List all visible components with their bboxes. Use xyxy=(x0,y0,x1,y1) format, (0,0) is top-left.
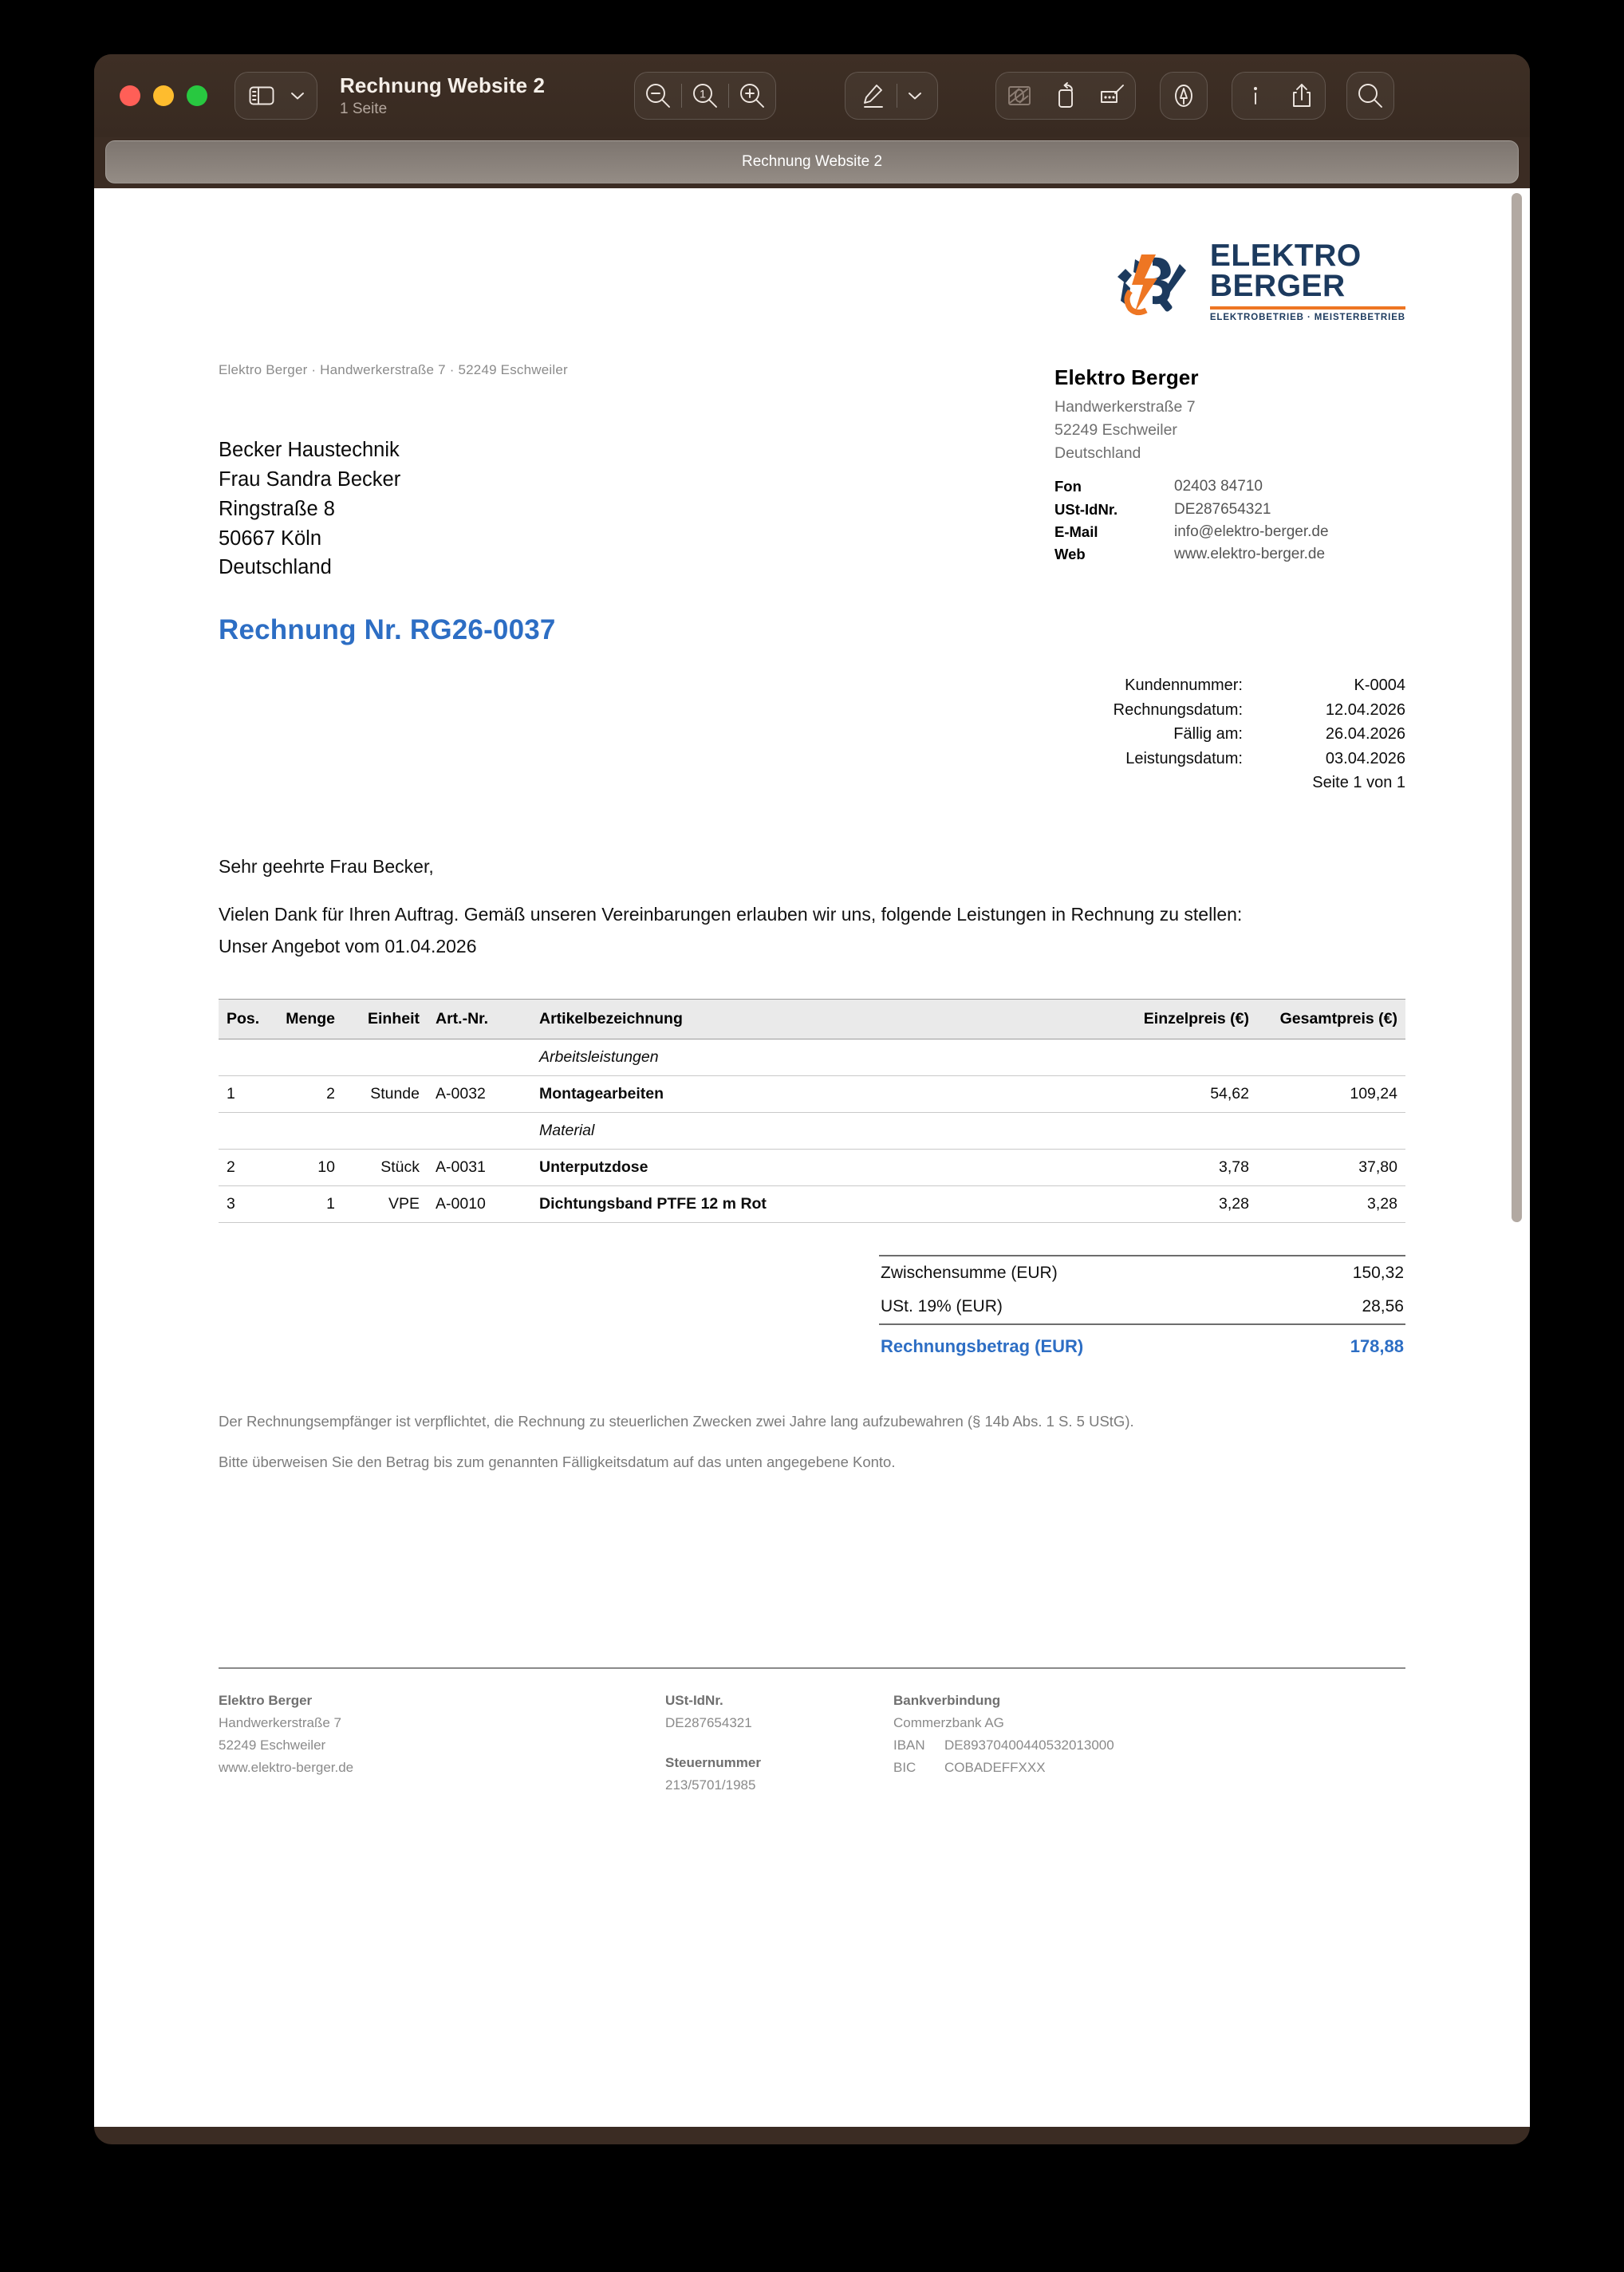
document-titlebar xyxy=(105,140,1519,183)
table-header xyxy=(219,999,1405,1039)
footer-bic-value: COBADEFFXXX xyxy=(944,1760,1046,1776)
contact-label: USt-IdNr. xyxy=(1054,500,1118,518)
footer-bank-head: Bankverbindung xyxy=(893,1692,1001,1708)
vat-value: 28,56 xyxy=(1362,1296,1404,1315)
logo-wordmark xyxy=(1210,241,1405,322)
cell-einzelpreis: 3,28 xyxy=(1093,1185,1249,1222)
table-header-row xyxy=(219,999,1405,1039)
sidebar-toggle-button[interactable] xyxy=(238,73,285,119)
footer-company-street: Handwerkerstraße 7 xyxy=(219,1714,342,1730)
sidebar-toggle-group[interactable] xyxy=(235,72,317,120)
annotate-icon[interactable] xyxy=(1089,73,1135,119)
meta-label: Fällig am: xyxy=(1173,725,1243,744)
note-retention: Der Rechnungsempfänger ist verpflichtet, die Rechnung zu steuerlichen Zwecken zwei Jahre lang aufzubewahren (§ 14b Abs. 1 S. 5 UStG). xyxy=(219,1412,1134,1430)
footer-company-column xyxy=(219,1690,665,1797)
contact-label: Web xyxy=(1054,545,1086,562)
logo-row xyxy=(219,188,1405,322)
cell-einzelpreis: 54,62 xyxy=(1093,1075,1249,1112)
zoom-out-button[interactable] xyxy=(635,73,681,119)
invoice-heading: Rechnung Nr. RG26-0037 xyxy=(219,614,556,646)
contact-value: 02403 84710 xyxy=(1174,478,1263,495)
table-body xyxy=(219,1039,1405,1222)
footer-company-web: www.elektro-berger.de xyxy=(219,1760,354,1776)
markup-group xyxy=(845,72,938,120)
cell-bezeichnung: Dichtungsband PTFE 12 m Rot xyxy=(525,1185,1093,1222)
cell-artnr: A-0031 xyxy=(421,1149,525,1185)
footer-spacer xyxy=(665,1734,893,1752)
table-row xyxy=(219,1075,1405,1112)
footer-ustid-value: DE287654321 xyxy=(665,1714,752,1730)
sender-street: Handwerkerstraße 7 xyxy=(1054,397,1196,416)
address-area xyxy=(219,362,1405,582)
cell-artnr: A-0010 xyxy=(421,1185,525,1222)
cell-einheit: Stunde xyxy=(335,1075,421,1112)
footer-steuernummer-head: Steuernummer xyxy=(665,1754,761,1770)
redact-icon[interactable] xyxy=(996,73,1043,119)
meta-value: K-0004 xyxy=(1354,676,1405,695)
footer-company-name: Elektro Berger xyxy=(219,1692,313,1708)
traffic-lights xyxy=(120,85,207,106)
cell-pos: 3 xyxy=(219,1185,262,1222)
maximize-button[interactable] xyxy=(187,85,207,106)
cell-pos: 1 xyxy=(219,1075,262,1112)
sender-contact-table xyxy=(1054,475,1405,565)
zoom-actual-size-button[interactable] xyxy=(682,73,728,119)
recipient-line: 50667 Köln xyxy=(219,527,322,550)
page-indicator: Seite 1 von 1 xyxy=(1312,774,1405,792)
info-share-group xyxy=(1232,72,1326,120)
footer-divider xyxy=(219,1667,1405,1669)
recipient-line: Becker Haustechnik xyxy=(219,439,400,462)
grand-total-label: Rechnungsbetrag (EUR) xyxy=(881,1335,1084,1356)
sender-block xyxy=(1054,362,1405,565)
salutation: Sehr geehrte Frau Becker, xyxy=(219,856,434,877)
vertical-scrollbar-track[interactable] xyxy=(1510,193,1523,2120)
header-menge: Menge xyxy=(262,999,335,1039)
sender-name: Elektro Berger xyxy=(1054,365,1199,390)
meta-row xyxy=(1114,747,1405,771)
table-group-row xyxy=(219,1112,1405,1149)
recipient-line: Frau Sandra Becker xyxy=(219,468,401,491)
cell-einheit: VPE xyxy=(335,1185,421,1222)
group-label: Arbeitsleistungen xyxy=(525,1039,1093,1075)
invoice-meta-block xyxy=(219,673,1405,795)
totals-row-grand xyxy=(879,1323,1405,1362)
meta-label: Kundennummer: xyxy=(1125,676,1243,695)
header-bezeichnung: Artikelbezeichnung xyxy=(525,999,1093,1039)
footer-company-city: 52249 Eschweiler xyxy=(219,1737,326,1753)
totals-row-subtotal xyxy=(879,1255,1405,1290)
logo-divider xyxy=(1210,306,1405,310)
footer-iban-value: DE89370400440532013000 xyxy=(944,1737,1114,1753)
intro-paragraph: Vielen Dank für Ihren Auftrag. Gemäß unseren Vereinbarungen erlauben wir uns, folgende Leistungen in Rechnung zu stellen: xyxy=(219,904,1243,925)
logo-line-1: ELEKTRO xyxy=(1209,239,1362,273)
document-title-block xyxy=(340,73,545,118)
table-row xyxy=(219,1185,1405,1222)
cell-menge: 2 xyxy=(262,1075,335,1112)
logo-tagline: ELEKTROBETRIEB · MEISTERBETRIEB xyxy=(1209,313,1405,323)
meta-value: 03.04.2026 xyxy=(1325,749,1405,767)
note-payment: Bitte überweisen Sie den Betrag bis zum genannten Fälligkeitsdatum auf das unten angegebene Konto. xyxy=(219,1453,896,1470)
legal-notes xyxy=(219,1411,1405,1473)
footer-bic-key: BIC xyxy=(893,1760,916,1776)
meta-row xyxy=(1114,722,1405,747)
meta-label: Leistungsdatum: xyxy=(1125,749,1243,767)
totals-block xyxy=(879,1255,1405,1362)
info-icon[interactable] xyxy=(1232,73,1279,119)
offer-reference: Unser Angebot vom 01.04.2026 xyxy=(219,935,477,957)
cell-gesamtpreis: 3,28 xyxy=(1249,1185,1405,1222)
rotate-left-icon[interactable] xyxy=(1043,73,1089,119)
footer-bank-name: Commerzbank AG xyxy=(893,1714,1004,1730)
contact-value: info@elektro-berger.de xyxy=(1174,523,1329,540)
logo-mark-icon xyxy=(1111,245,1197,318)
header-einzelpreis: Einzelpreis (€) xyxy=(1093,999,1249,1039)
header-gesamtpreis: Gesamtpreis (€) xyxy=(1249,999,1405,1039)
edit-tools-group xyxy=(995,72,1136,120)
sign-icon[interactable] xyxy=(1161,73,1207,119)
footer-iban-line xyxy=(893,1734,1405,1757)
cell-menge: 10 xyxy=(262,1149,335,1185)
sender-country: Deutschland xyxy=(1054,444,1141,462)
search-icon[interactable] xyxy=(1347,73,1393,119)
invoice-meta-table xyxy=(1114,673,1405,795)
close-button[interactable] xyxy=(120,85,140,106)
subtotal-value: 150,32 xyxy=(1352,1263,1404,1282)
contact-row xyxy=(1054,499,1405,521)
table-group-row xyxy=(219,1039,1405,1075)
vertical-scrollbar-thumb[interactable] xyxy=(1512,193,1522,1222)
line-items-table xyxy=(219,999,1405,1223)
page-canvas[interactable] xyxy=(94,188,1530,2127)
grand-total-value: 178,88 xyxy=(1350,1335,1404,1356)
header-einheit: Einheit xyxy=(335,999,421,1039)
cell-einzelpreis: 3,78 xyxy=(1093,1149,1249,1185)
contact-value: www.elektro-berger.de xyxy=(1174,545,1326,562)
recipient-line: Ringstraße 8 xyxy=(219,497,335,520)
subtotal-label: Zwischensumme (EUR) xyxy=(881,1263,1058,1282)
search-group[interactable] xyxy=(1346,72,1394,120)
contact-label: Fon xyxy=(1054,478,1082,495)
footer-bank-column xyxy=(893,1690,1405,1797)
contact-row xyxy=(1054,475,1405,498)
cell-gesamtpreis: 37,80 xyxy=(1249,1149,1405,1185)
meta-label: Rechnungsdatum: xyxy=(1113,700,1243,719)
document-title: Rechnung Website 2 xyxy=(340,73,546,97)
contact-row xyxy=(1054,521,1405,543)
contact-label: E-Mail xyxy=(1054,523,1098,540)
footer-tax-column xyxy=(665,1690,893,1797)
svg-text:1: 1 xyxy=(700,87,706,101)
footer-iban-key: IBAN xyxy=(893,1737,925,1753)
totals-row-vat xyxy=(879,1290,1405,1323)
footer-bic-line xyxy=(893,1757,1405,1779)
header-pos: Pos. xyxy=(219,999,262,1039)
logo-line-2: BERGER xyxy=(1209,269,1346,304)
footer-ustid-head: USt-IdNr. xyxy=(665,1692,723,1708)
footer-steuernummer-value: 213/5701/1985 xyxy=(665,1777,756,1793)
totals-wrapper xyxy=(219,1255,1405,1362)
markup-pen-icon[interactable] xyxy=(850,73,897,119)
meta-value: 26.04.2026 xyxy=(1325,725,1405,744)
document-page-count: 1 Seite xyxy=(340,100,388,117)
cell-menge: 1 xyxy=(262,1185,335,1222)
zoom-in-button[interactable] xyxy=(729,73,775,119)
document-titlebar-label: Rechnung Website 2 xyxy=(741,153,883,170)
cell-bezeichnung: Montagearbeiten xyxy=(525,1075,1093,1112)
page-footer xyxy=(219,1690,1405,1797)
group-label: Material xyxy=(525,1112,1093,1149)
preview-window xyxy=(94,54,1530,2144)
header-artnr: Art.-Nr. xyxy=(421,999,525,1039)
recipient-line: Deutschland xyxy=(219,556,332,579)
minimize-button[interactable] xyxy=(153,85,174,106)
sender-city: 52249 Eschweiler xyxy=(1054,420,1177,439)
meta-row xyxy=(1114,698,1405,723)
share-icon[interactable] xyxy=(1279,73,1325,119)
company-logo xyxy=(1111,241,1405,322)
signature-group[interactable] xyxy=(1160,72,1208,120)
markup-chevron-down-icon[interactable] xyxy=(897,73,932,119)
cell-pos: 2 xyxy=(219,1149,262,1185)
vat-label: USt. 19% (EUR) xyxy=(881,1296,1003,1315)
cell-bezeichnung: Unterputzdose xyxy=(525,1149,1093,1185)
contact-row xyxy=(1054,543,1405,566)
contact-value: DE287654321 xyxy=(1174,500,1271,518)
cell-artnr: A-0032 xyxy=(421,1075,525,1112)
meta-row xyxy=(1114,673,1405,698)
meta-value: 12.04.2026 xyxy=(1325,700,1405,719)
sidebar-chevron-down-icon[interactable] xyxy=(285,73,310,119)
table-row xyxy=(219,1149,1405,1185)
cell-gesamtpreis: 109,24 xyxy=(1249,1075,1405,1112)
zoom-controls-group xyxy=(634,72,776,120)
return-address-line: Elektro Berger · Handwerkerstraße 7 · 52249 Eschweiler xyxy=(219,362,568,378)
cell-einheit: Stück xyxy=(335,1149,421,1185)
window-toolbar xyxy=(94,54,1530,137)
invoice-page xyxy=(94,188,1530,1797)
